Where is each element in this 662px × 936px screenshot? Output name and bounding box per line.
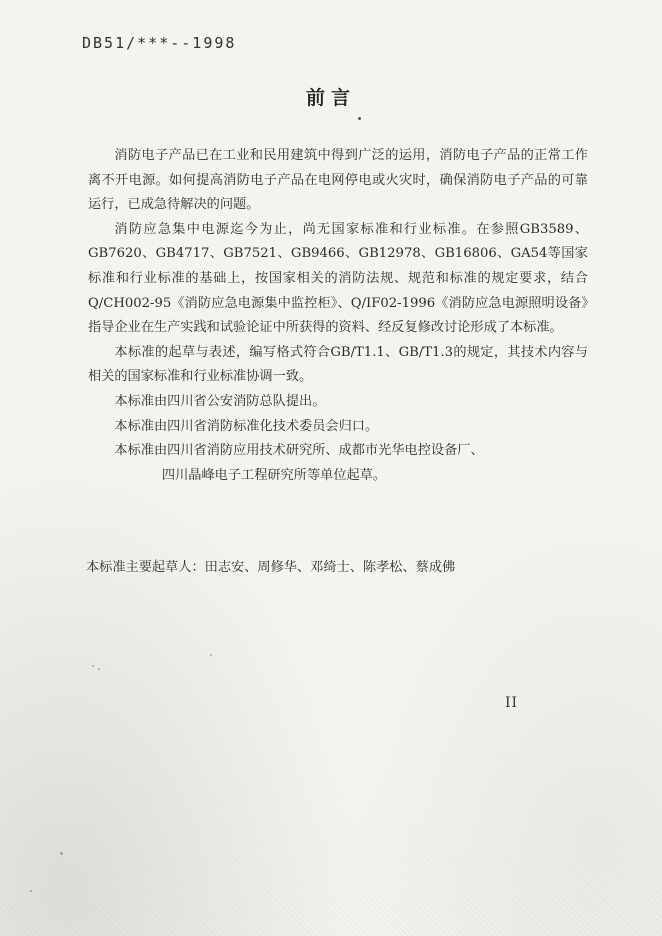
foreword-body [88, 144, 588, 488]
scan-speck [210, 654, 212, 656]
paragraph-intro: 消防电子产品已在工业和民用建筑中得到广泛的运用，消防电子产品的正常工作离不开电源。如何提高消防电子产品在电网停电或火灾时，确保消防电子产品的可靠运行，已成急待解决的问题。 [88, 148, 588, 213]
paragraph-drafting-units-continued: 四川晶峰电子工程研究所等单位起草。 [161, 467, 387, 483]
scan-speck [98, 668, 100, 670]
paragraph-basis: 消防应急集中电源迄今为止，尚无国家标准和行业标准。在参照GB3589、GB7620、GB4717、GB7521、GB9466、GB12978、GB16806、GA54等国家标准和行业标准的基础上，按国家相关的消防法规、规范和标准的规定要求，结合Q/CH002-95《消防应急电源集中监控柜》、Q/IF02-1996《消防应急电源照明设备》指导企业在生产实践和试验论证中所获得的资料、经反复修改讨论形成了本标准。 [88, 221, 588, 336]
scan-noise [0, 746, 662, 936]
main-drafters: 本标准主要起草人：田志安、周修华、邓绮士、陈孝松、蔡成佛 [86, 560, 456, 575]
document-code: DB51/***--1998 [82, 34, 237, 52]
paragraph-drafting-units: 本标准由四川省消防应用技术研究所、成都市光华电控设备厂、 [114, 443, 484, 459]
scan-dot [358, 117, 361, 120]
page-number: II [505, 695, 519, 711]
scan-speck [92, 665, 94, 667]
page-title: 前言 [305, 87, 356, 109]
paragraph-proposer: 本标准由四川省公安消防总队提出。 [114, 393, 326, 409]
paragraph-format: 本标准的起草与表述，编写格式符合GB/T1.1、GB/T1.3的规定，其技术内容与相关的国家标准和行业标准协调一致。 [88, 344, 588, 385]
paragraph-governing: 本标准由四川省消防标准化技术委员会归口。 [114, 418, 379, 434]
